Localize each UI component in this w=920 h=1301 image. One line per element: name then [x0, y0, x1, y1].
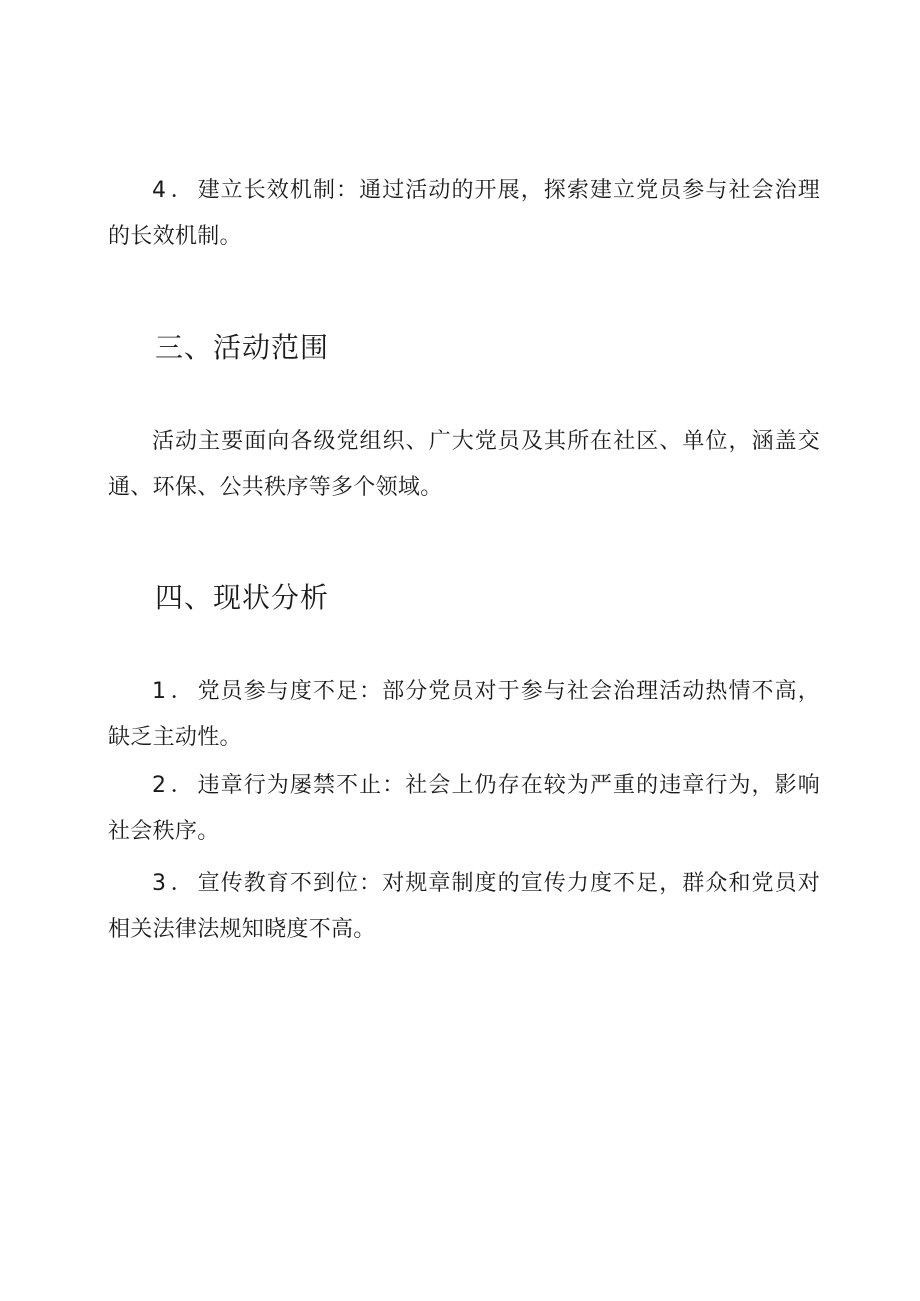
item-number: 1．	[152, 679, 198, 704]
item-number: 3．	[152, 871, 198, 896]
item-number: 4．	[152, 178, 198, 203]
section-heading-status: 四、现状分析	[155, 581, 330, 614]
paragraph-item-3	[108, 861, 820, 953]
paragraph-text: 活动主要面向各级党组织、广大党员及其所在社区、单位，涵盖交通、环保、公共秩序等多个领域。	[108, 429, 820, 500]
paragraph-scope	[108, 419, 820, 511]
paragraph-text: 宣传教育不到位：对规章制度的宣传力度不足，群众和党员对相关法律法规知晓度不高。	[108, 871, 820, 942]
item-number: 2．	[152, 773, 198, 798]
paragraph-item-4	[108, 168, 820, 260]
paragraph-text: 违章行为屡禁不止：社会上仍存在较为严重的违章行为，影响社会秩序。	[108, 773, 820, 844]
section-heading-scope: 三、活动范围	[155, 331, 330, 364]
paragraph-text: 建立长效机制：通过活动的开展，探索建立党员参与社会治理的长效机制。	[108, 178, 820, 249]
paragraph-text: 党员参与度不足：部分党员对于参与社会治理活动热情不高，缺乏主动性。	[108, 679, 820, 750]
paragraph-item-2	[108, 763, 820, 855]
paragraph-item-1	[108, 669, 820, 761]
